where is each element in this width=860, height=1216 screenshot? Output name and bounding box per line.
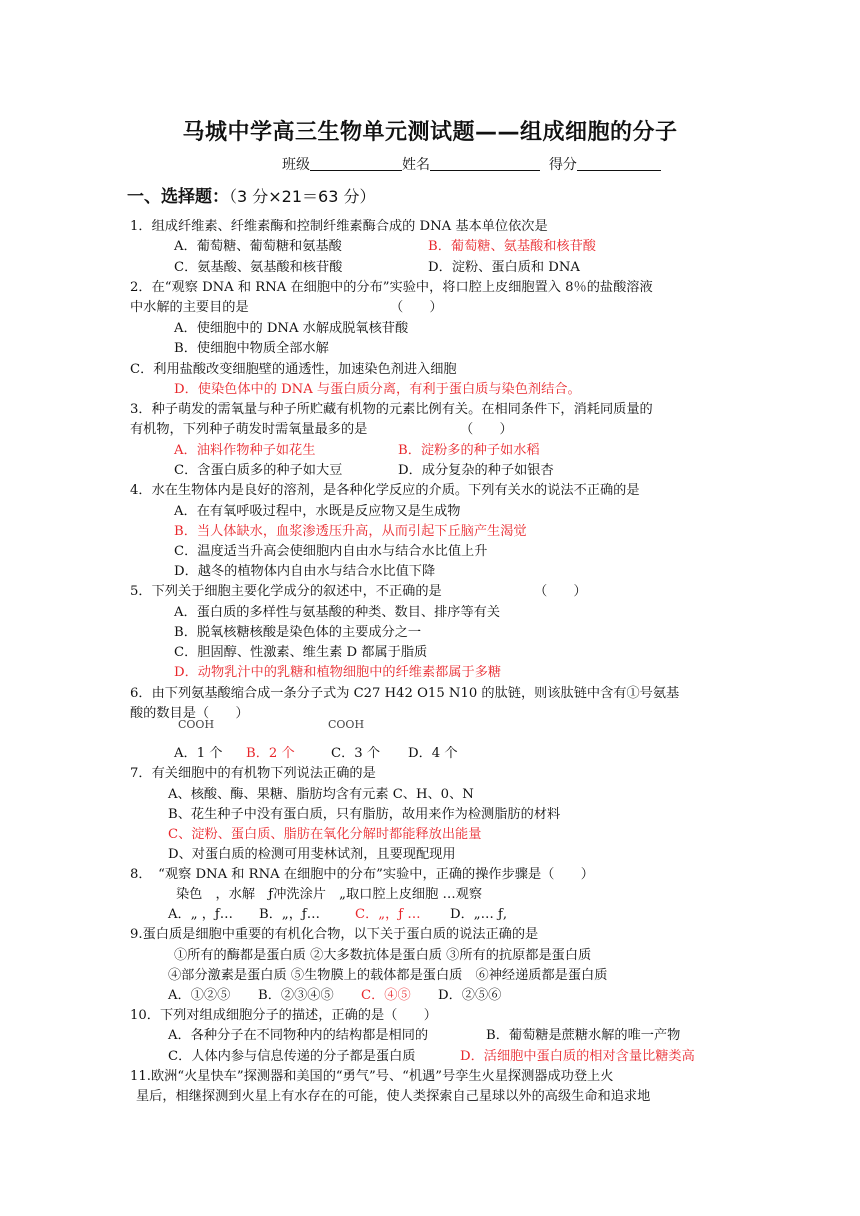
q1-option-b: B．葡萄糖、氨基酸和核苷酸: [428, 239, 596, 254]
q9-stem: 9.蛋白质是细胞中重要的有机化合物，以下关于蛋白质的说法正确的是: [130, 927, 539, 942]
q7-option-c: C、淀粉、蛋白质、脂肪在氧化分解时都能释放出能量: [168, 827, 482, 842]
q3-option-b-label: [398, 442, 540, 460]
q4-option-c: C．温度适当升高会使细胞内自由水与结合水比值上升: [174, 544, 488, 559]
q3-stem-2: 有机物，下列种子萌发时需氧量最多的是: [130, 422, 368, 437]
q3-paren: （ ）: [460, 422, 513, 437]
q1-option-c: C．氨基酸、氨基酸和核苷酸: [174, 260, 343, 275]
q3-stem-1: 3．种子萌发的需氧量与种子所贮藏有机物的元素比例有关。在相同条件下，消耗同质量的: [130, 402, 653, 417]
q8-steps: 染色 ，水解 ƒ冲洗涂片 „取口腔上皮细胞 …观察: [176, 887, 483, 902]
q5-option-b: B．脱氧核糖核酸是染色体的主要成分之一: [174, 625, 422, 640]
q9-statements-1: ①所有的酶都是蛋白质 ②大多数抗体是蛋白质 ③所有的抗原都是蛋白质: [174, 948, 592, 963]
student-info: [282, 154, 661, 174]
q7-option-a: A、核酸、酶、果糖、脂肪均含有元素 C、H、0、N: [168, 787, 474, 802]
q10-option-c: C．人体内参与信息传递的分子都是蛋白质: [168, 1049, 416, 1064]
q2-option-c: C．利用盐酸改变细胞壁的通透性，加速染色剂进入细胞: [130, 362, 457, 377]
class-blank: [310, 156, 402, 171]
q8-option-d: D．„… ƒ,: [450, 907, 508, 922]
section-heading: [127, 182, 375, 207]
q9-option-b: B．②③④⑤: [258, 988, 334, 1003]
page-title: 马城中学高三生物单元测试题——组成细胞的分子: [182, 120, 678, 145]
q8-option-b: B．„，ƒ…: [259, 907, 320, 922]
q9-option-a: A．①②⑤: [168, 988, 231, 1003]
q10-option-b: B．葡萄糖是蔗糖水解的唯一产物: [486, 1028, 681, 1043]
q8-option-a: A．„ ，ƒ…: [168, 907, 233, 922]
q10-stem: 10．下列对组成细胞分子的描述，正确的是（ ）: [130, 1008, 437, 1023]
q1-option-d: D．淀粉、蛋白质和 DNA: [428, 260, 580, 275]
q3-option-b: B．淀粉多的种子如水稻: [398, 443, 540, 458]
q6-stem-2: 酸的数目是（ ）: [130, 706, 249, 721]
class-label: 班级: [282, 157, 310, 173]
q5-paren: （ ）: [534, 584, 587, 599]
q7-option-d: D、对蛋白质的检测可用斐林试剂，且要现配现用: [168, 847, 456, 862]
q8-option-c: C．„，ƒ …: [355, 907, 421, 922]
q5-option-c: C．胆固醇、性激素、维生素 D 都属于脂质: [174, 645, 428, 660]
score-label: 得分: [548, 157, 577, 173]
q4-stem: 4．水在生物体内是良好的溶剂，是各种化学反应的介质。下列有关水的说法不正确的是: [130, 483, 640, 498]
q9-option-c: C．④⑤: [361, 988, 411, 1003]
name-label: 姓名: [402, 157, 430, 173]
q1-stem: 1．组成纤维素、纤维素酶和控制纤维素酶合成的 DNA 基本单位依次是: [130, 219, 548, 234]
q9-option-d: D．②⑤⑥: [438, 988, 502, 1003]
q6-option-d: D．4 个: [408, 746, 458, 761]
q6-option-a: A．1 个: [174, 746, 223, 761]
q8-stem: 8． “观察 DNA 和 RNA 在细胞中的分布”实验中，正确的操作步骤是（ ）: [130, 867, 594, 882]
score-blank: [577, 156, 661, 171]
q2-option-b: B．使细胞中物质全部水解: [174, 341, 329, 356]
q7-stem: 7．有关细胞中的有机物下列说法正确的是: [130, 766, 376, 781]
q11-stem-1: 11.欧洲“火星快车”探测器和美国的“勇气”号、“机遇”号孪生火星探测器成功登上火: [130, 1069, 614, 1084]
q4-option-d: D．越冬的植物体内自由水与结合水比值下降: [174, 564, 436, 579]
name-blank: [430, 156, 540, 171]
q6-structure-cooh-1: COOH: [178, 719, 215, 729]
q3-option-d: D．成分复杂的种子如银杏: [398, 463, 554, 478]
q2-option-d: D．使染色体中的 DNA 与蛋白质分离，有利于蛋白质与染色剂结合。: [174, 382, 581, 397]
q4-option-a: A．在有氧呼吸过程中，水既是反应物又是生成物: [174, 504, 461, 519]
q2-stem-1: 2．在“观察 DNA 和 RNA 在细胞中的分布”实验中，将口腔上皮细胞置入 8％的盐酸溶液: [130, 280, 653, 295]
q9-statements-2: ④部分激素是蛋白质 ⑤生物膜上的载体都是蛋白质 ⑥神经递质都是蛋白质: [168, 968, 608, 983]
q10-option-a: A．各种分子在不同物种内的结构都是相同的: [168, 1028, 429, 1043]
q4-option-b: B．当人体缺水，血浆渗透压升高，从而引起下丘脑产生渴觉: [174, 524, 527, 539]
q2-stem-2: 中水解的主要目的是: [130, 300, 249, 315]
q1-option-a: A．葡萄糖、葡萄糖和氨基酸: [174, 239, 342, 254]
q3-option-c: C．含蛋白质多的种子如大豆: [174, 463, 343, 478]
q5-option-a: A．蛋白质的多样性与氨基酸的种类、数目、排序等有关: [174, 605, 501, 620]
q3-option-a: A．油料作物种子如花生: [174, 443, 316, 458]
section-score-note: （3 分×21＝63 分）: [229, 187, 376, 206]
q11-stem-2: 星后，相继探测到火星上有水存在的可能，使人类探索自己星球以外的高级生命和追求地: [136, 1089, 651, 1104]
q5-stem: 5．下列关于细胞主要化学成分的叙述中，不正确的是: [130, 584, 442, 599]
section-title: 一、选择题：: [127, 187, 229, 207]
q6-option-b: B．2 个: [246, 746, 295, 761]
q10-option-d: D．活细胞中蛋白质的相对含量比糖类高: [460, 1049, 695, 1064]
q6-stem-1: 6．由下列氨基酸缩合成一条分子式为 C27 H42 O15 N10 的肽链，则该肽链中含有①号氨基: [130, 686, 680, 701]
q6-option-c: C．3 个: [331, 746, 381, 761]
q2-option-a: A．使细胞中的 DNA 水解成脱氧核苷酸: [174, 321, 409, 336]
q5-option-d: D．动物乳汁中的乳糖和植物细胞中的纤维素都属于多糖: [174, 665, 502, 680]
q7-option-b: B、花生种子中没有蛋白质，只有脂肪，故用来作为检测脂肪的材料: [168, 807, 561, 822]
q2-paren: （ ）: [390, 300, 443, 315]
q6-structure-cooh-2: COOH: [328, 719, 365, 729]
